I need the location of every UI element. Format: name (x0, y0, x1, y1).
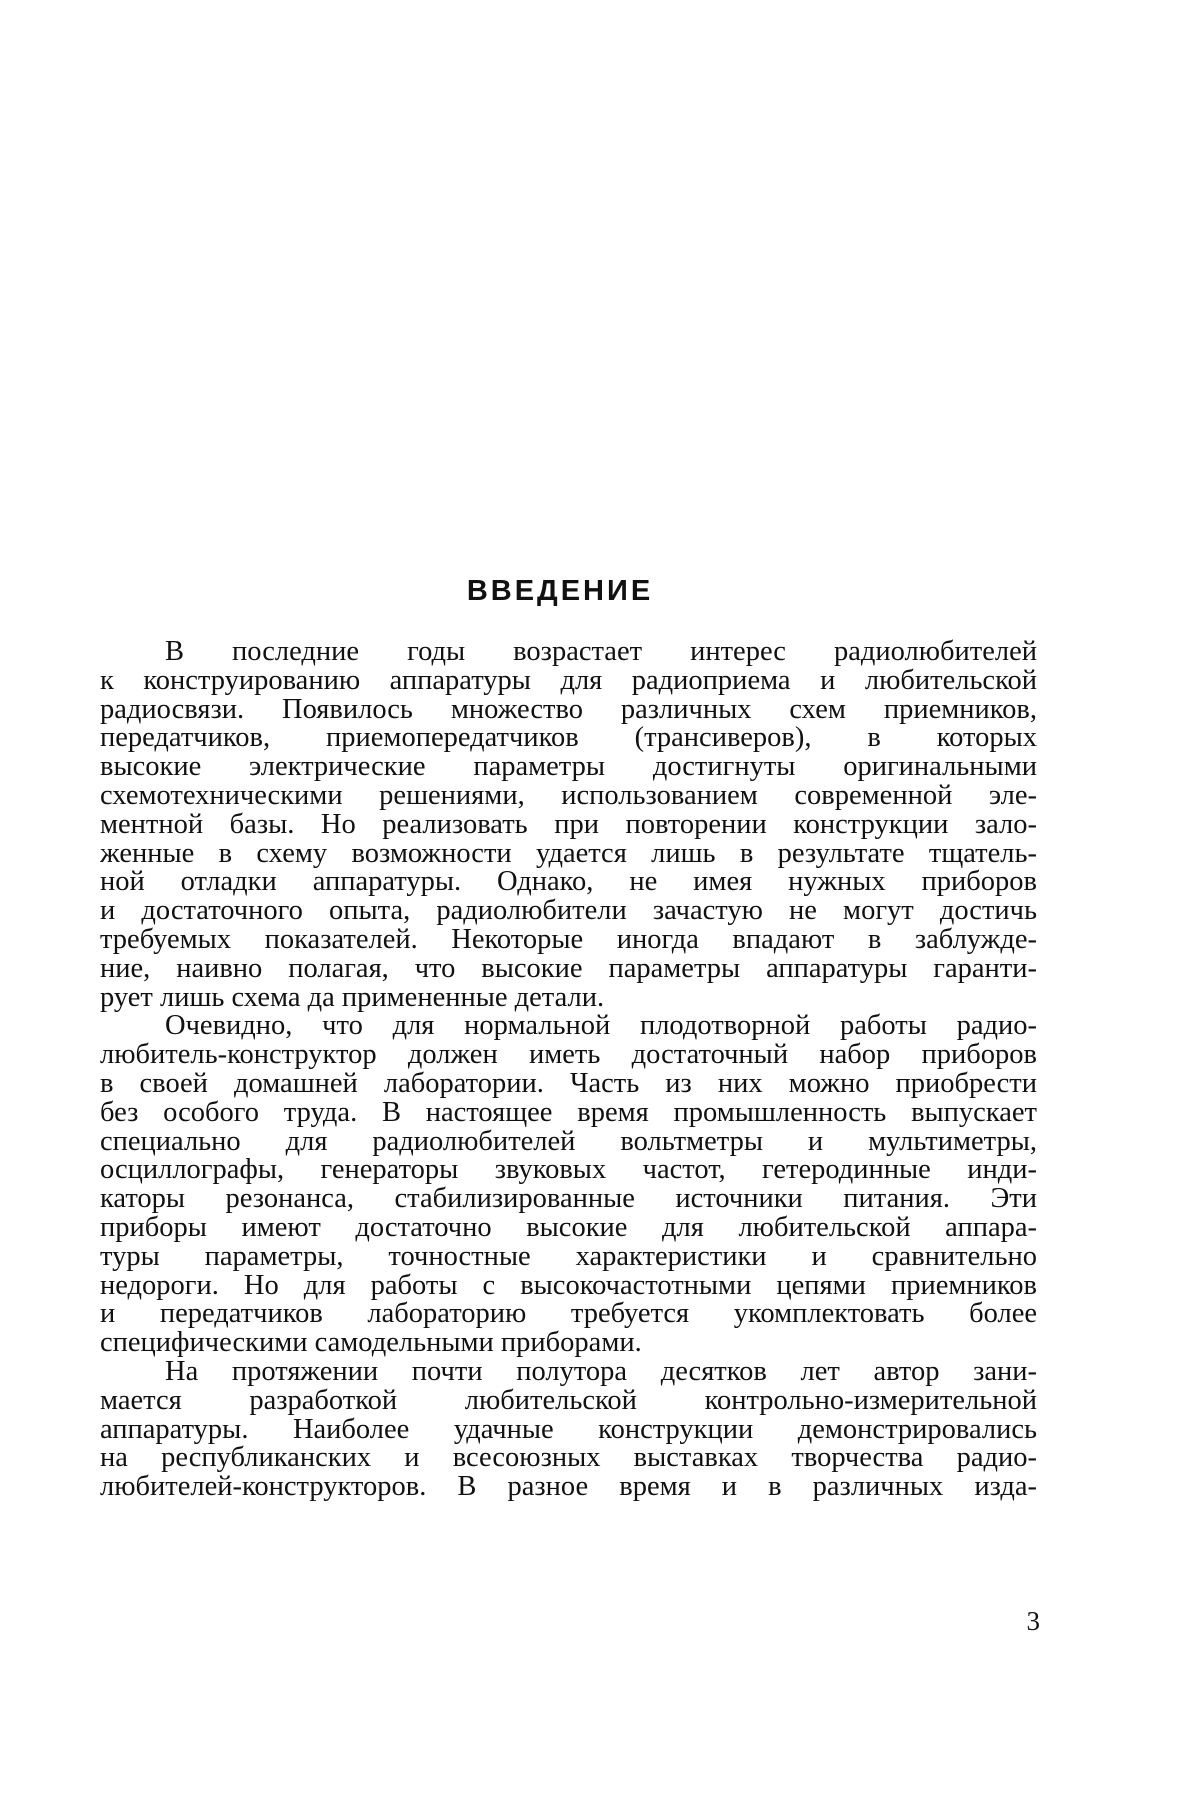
text-line: рует лишь схема да примененные детали. (100, 983, 605, 1013)
text-line: женные в схему возможности удается лишь в результате тщатель- (100, 839, 1037, 869)
text-line: Очевидно, что для нормальной плодотворной работы радио- (165, 1012, 1037, 1042)
text-line: ной отладки аппаратуры. Однако, не имея нужных приборов (100, 868, 1037, 898)
text-line: каторы резонанса, стабилизированные источники питания. Эти (100, 1185, 1037, 1214)
body-text (100, 638, 1037, 1502)
text-line: требуемых показателей. Некоторые иногда впадают в заблужде- (100, 925, 1037, 955)
text-line: любитель-конструктор должен иметь достаточный набор приборов (100, 1041, 1037, 1070)
text-line: ментной базы. Но реализовать при повторении конструкции зало- (100, 810, 1037, 840)
text-line: к конструированию аппаратуры для радиоприема и любительской (100, 666, 1037, 696)
text-line: передатчиков, приемопередатчиков (трансиверов), в которых (100, 724, 1037, 754)
text-line: мается разработкой любительской контрольно-измерительной (100, 1386, 1037, 1416)
text-line: и достаточного опыта, радиолюбители зачастую не могут достичь (100, 897, 1037, 926)
text-line: аппаратуры. Наиболее удачные конструкции демонстрировались (100, 1415, 1037, 1445)
text-line: радиосвязи. Появилось множество различных схем приемников, (100, 695, 1037, 725)
text-line: на республиканских и всесоюзных выставках творчества радио- (100, 1444, 1037, 1474)
text-line: и передатчиков лабораторию требуется укомплектовать более (100, 1300, 1037, 1330)
text-line: осциллографы, генераторы звуковых частот, гетеродинные инди- (100, 1156, 1037, 1186)
text-line: туры параметры, точностные характеристики и сравнительно (100, 1242, 1037, 1272)
text-line: специально для радиолюбителей вольтметры и мультиметры, (100, 1127, 1037, 1157)
text-line: недороги. Но для работы с высокочастотными цепями приемников (100, 1271, 1037, 1301)
text-line: На протяжении почти полутора десятков лет автор зани- (165, 1357, 1037, 1387)
page-number: 3 (1026, 1606, 1040, 1636)
text-line: приборы имеют достаточно высокие для любительской аппара- (100, 1213, 1037, 1243)
text-line: высокие электрические параметры достигнуты оригинальными (100, 753, 1037, 782)
text-line: схемотехническими решениями, использованием современной эле- (100, 781, 1037, 811)
text-line: специфическими самодельными приборами. (100, 1329, 642, 1358)
text-line: любителей-конструкторов. В разное время и в различных изда- (100, 1473, 1037, 1502)
text-line: в своей домашней лаборатории. Часть из них можно приобрести (100, 1069, 1037, 1099)
text-line: ние, наивно полагая, что высокие параметры аппаратуры гаранти- (100, 954, 1037, 984)
chapter-title: ВВЕДЕНИЕ (466, 575, 654, 607)
text-line: без особого труда. В настоящее время промышленность выпускает (100, 1098, 1037, 1128)
text-line: В последние годы возрастает интерес радиолюбителей (165, 638, 1037, 667)
